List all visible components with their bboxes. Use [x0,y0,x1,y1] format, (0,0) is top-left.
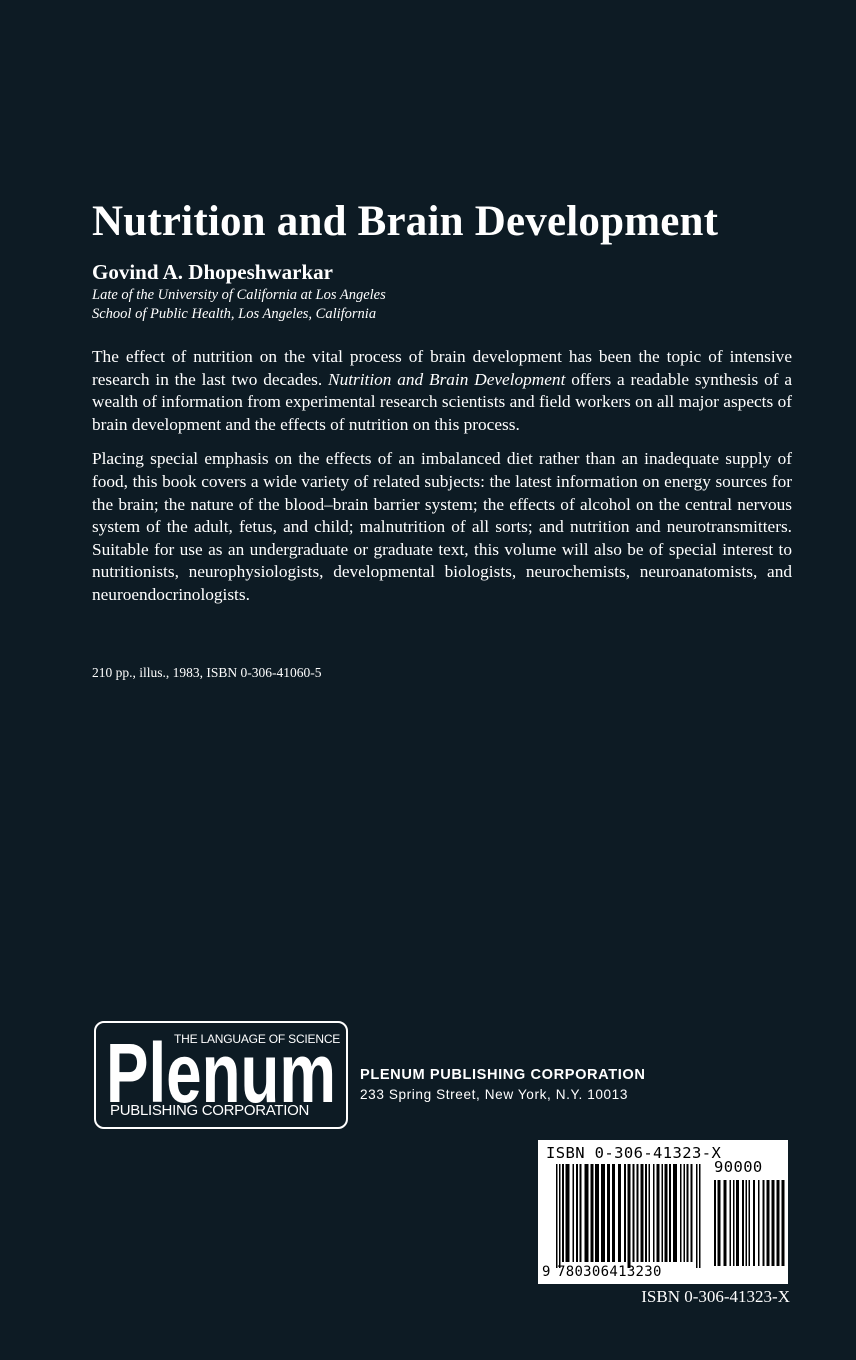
description-p1-end: offers a readable synthesis of a wealth of information from experimental research scientists and field workers on all major aspects of brain development and the effects of nutrition on this process. [92,369,792,434]
barcode-addon-bar [724,1180,727,1266]
barcode-addon-bar [777,1180,780,1266]
barcode-bar [684,1164,686,1262]
barcode-addon-bar [742,1180,744,1266]
affiliation-line-1: Late of the University of California at Los Angeles [92,287,386,303]
barcode-bar [618,1164,621,1262]
barcode-bar [576,1164,578,1262]
barcode-addon-bar [763,1180,765,1266]
barcode-price-code: 90000 [714,1158,763,1176]
description-p1-start: The effect of nutrition on the vital process of brain development has been the topic of intensive research in the last two decades. [92,347,792,389]
barcode-addon-bar [736,1180,739,1266]
logo-subtitle: PUBLISHING CORPORATION [110,1102,309,1119]
barcode-bar [653,1164,655,1262]
barcode-digits: 780306413230 [557,1264,662,1280]
affiliation-line-2: School of Public Health, Los Angeles, California [92,306,377,322]
related-book-info: 210 pp., illus., 1983, ISBN 0-306-41060-5 [92,665,322,680]
barcode-bar [601,1164,605,1262]
description-p1-title: Nutrition and Brain Development [328,369,566,389]
footer-isbn: ISBN 0-306-41323-X [641,1287,790,1306]
book-title: Nutrition and Brain Development [92,198,719,245]
barcode-bar [662,1164,664,1262]
barcode-guard-bar [556,1164,558,1268]
barcode-addon-bar [714,1180,716,1266]
barcode-guard-bar [699,1164,701,1268]
barcode-addon-bar [772,1180,775,1266]
publisher-name: PLENUM PUBLISHING CORPORATION [360,1067,646,1083]
barcode-isbn-label: ISBN 0-306-41323-X [546,1144,722,1162]
barcode-bar [637,1164,639,1262]
author-name: Govind A. Dhopeshwarkar [92,260,333,284]
barcode-lead-digit: 9 [542,1264,551,1280]
barcode-guard-bar [696,1164,698,1268]
barcode-addon-bar [749,1180,751,1266]
barcode-addon-bar [767,1180,770,1266]
publisher-address: 233 Spring Street, New York, N.Y. 10013 [360,1087,628,1102]
barcode-addon-bar [753,1180,755,1266]
barcode-bar [580,1164,582,1262]
barcode-bar [591,1164,594,1262]
barcode-addon-bar [782,1180,785,1266]
barcode-bar [665,1164,668,1262]
barcode-bar [562,1164,564,1262]
barcode-bar [624,1164,626,1262]
barcode-bar [645,1164,647,1262]
barcode-addon-bar [718,1180,721,1266]
barcode-addon-bar [730,1180,732,1266]
author-affiliation [92,286,386,324]
barcode-bar [691,1164,693,1262]
barcode-bar [673,1164,677,1262]
barcode-bar [595,1164,599,1262]
barcode-bar [687,1164,689,1262]
plenum-logo [94,1021,348,1129]
barcode-bar [680,1164,682,1262]
isbn-barcode [538,1140,788,1284]
description-paragraph-2: Placing special emphasis on the effects of an imbalanced diet rather than an inadequate supply of food, this book covers a wide variety of related subjects: the latest information on energy sources for the brain; the nature of the blood–brain barrier system; the effects of alcohol on the central nervous system of the adult, fetus, and child; malnutrition of all sorts; and nutrition and neurotransmitters. Suitable for use as an undergraduate or graduate text, this volume will also be of special interest to nutritionists, neurophysiologists, developmental biologists, neurochemists, neuroanatomists, and neuroendocrinologists. [92,449,792,604]
barcode-bar [657,1164,660,1262]
barcode-bar [641,1164,644,1262]
barcode-addon-bar [746,1180,748,1266]
barcode-bar [573,1164,575,1262]
barcode-bar [633,1164,635,1262]
barcode-bar [612,1164,615,1262]
barcode-bar [628,1164,631,1268]
svg-text:Plenum: Plenum [106,1027,336,1107]
barcode-bar [607,1164,610,1262]
description-paragraph-1 [92,346,792,436]
barcode-guard-bar [559,1164,561,1268]
book-description [92,346,792,617]
barcode-bar [585,1164,589,1262]
barcode-bar [669,1164,671,1262]
barcode-addon-bar [758,1180,760,1266]
barcode-addon-bar [733,1180,735,1266]
barcode-bar [566,1164,570,1262]
logo-tagline: THE LANGUAGE OF SCIENCE [174,1032,341,1046]
barcode-bar [649,1164,651,1262]
